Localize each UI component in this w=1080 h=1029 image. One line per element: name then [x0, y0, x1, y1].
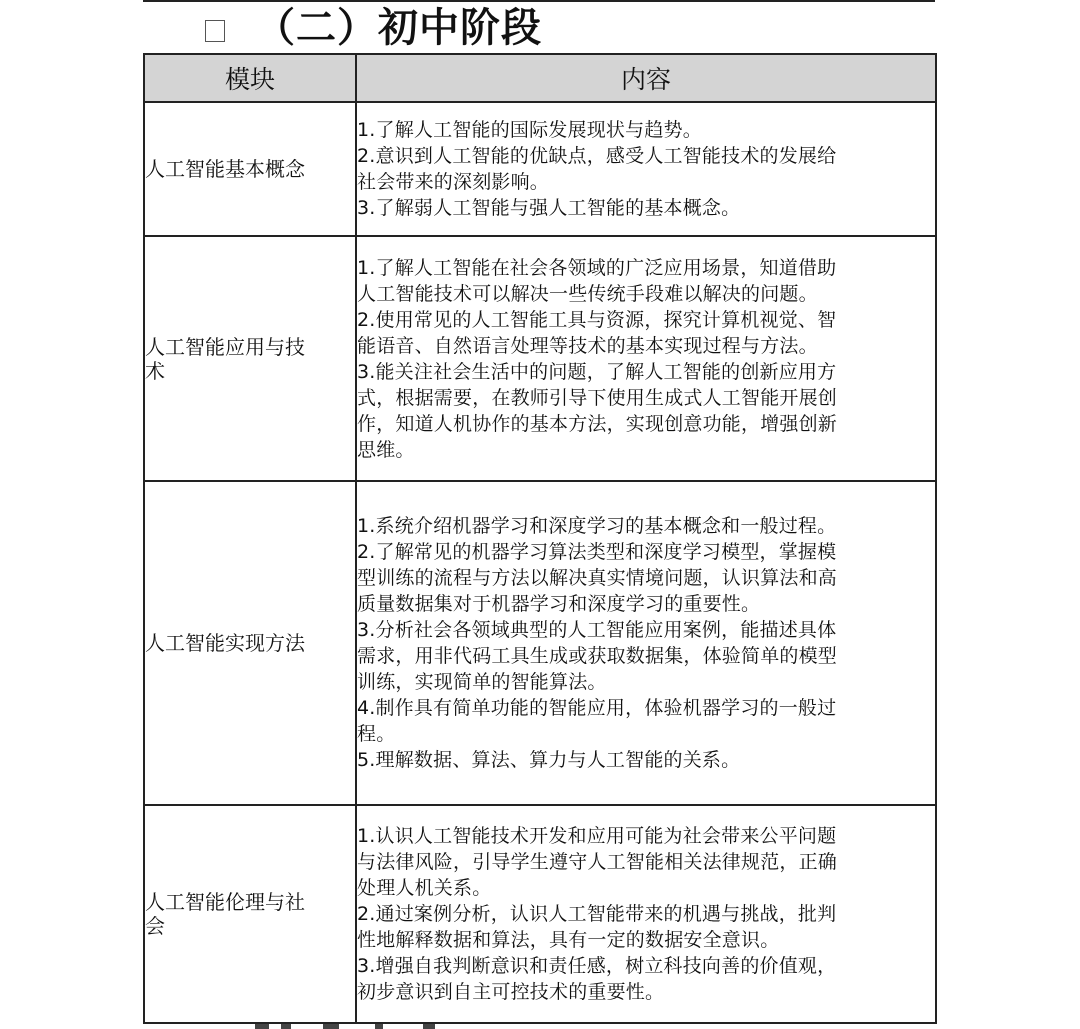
- content-line: 2.使用常见的人工智能工具与资源，探究计算机视觉、智: [357, 308, 837, 331]
- content-line: 思维。: [357, 438, 415, 461]
- content-line: 程。: [357, 723, 396, 745]
- content-cell: [356, 805, 936, 1023]
- curriculum-table: [143, 53, 937, 1024]
- content-line: 4.制作具有简单功能的智能应用，体验机器学习的一般过: [357, 697, 837, 719]
- content-line: 型训练的流程与方法以解决真实情境问题，认识算法和高: [357, 567, 838, 589]
- table-row: [144, 236, 936, 481]
- module-label: 会: [145, 914, 165, 938]
- content-line: 质量数据集对于机器学习和深度学习的重要性。: [357, 593, 761, 615]
- header-module: 模块: [144, 54, 356, 102]
- content-line: 3.能关注社会生活中的问题，了解人工智能的创新应用方: [357, 360, 837, 383]
- module-cell: [144, 102, 356, 236]
- module-label: 术: [145, 358, 165, 383]
- module-label: 人工智能基本概念: [145, 157, 305, 181]
- table-header-row: [144, 54, 936, 102]
- module-cell: [144, 236, 356, 481]
- content-line: 3.增强自我判断意识和责任感，树立科技向善的价值观，: [357, 955, 837, 977]
- content-line: 社会带来的深刻影响。: [357, 171, 550, 193]
- content-cell: [356, 102, 936, 236]
- content-line: 3.分析社会各领域典型的人工智能应用案例，能描述具体: [357, 619, 837, 641]
- section-title: （二）初中阶段: [255, 5, 542, 51]
- content-line: 性地解释数据和算法，具有一定的数据安全意识。: [357, 929, 780, 951]
- content-line: 作，知道人机协作的基本方法，实现创意功能，增强创新: [357, 412, 838, 435]
- content-cell: [356, 236, 936, 481]
- module-label: 人工智能应用与技: [145, 334, 305, 359]
- module-cell: [144, 805, 356, 1023]
- module-label: 人工智能实现方法: [145, 631, 305, 655]
- section-heading: [205, 4, 542, 52]
- cropped-next-line-fragment: [255, 1024, 455, 1029]
- top-rule: [143, 0, 935, 2]
- content-line: 人工智能技术可以解决一些传统手段难以解决的问题。: [357, 282, 818, 305]
- content-line: 1.了解人工智能的国际发展现状与趋势。: [357, 119, 702, 141]
- content-line: 初步意识到自主可控技术的重要性。: [357, 981, 665, 1003]
- empty-square-icon: [205, 20, 225, 42]
- content-cell: [356, 481, 936, 805]
- content-line: 能语音、自然语言处理等技术的基本实现过程与方法。: [357, 334, 818, 357]
- module-cell: [144, 481, 356, 805]
- content-line: 需求，用非代码工具生成或获取数据集，体验简单的模型: [357, 645, 838, 667]
- content-line: 1.认识人工智能技术开发和应用可能为社会带来公平问题: [357, 825, 837, 847]
- table-row: [144, 481, 936, 805]
- content-line: 2.了解常见的机器学习算法类型和深度学习模型，掌握模: [357, 541, 837, 563]
- content-line: 5.理解数据、算法、算力与人工智能的关系。: [357, 749, 741, 771]
- content-line: 1.了解人工智能在社会各领域的广泛应用场景，知道借助: [357, 256, 837, 279]
- content-line: 2.通过案例分析，认识人工智能带来的机遇与挑战，批判: [357, 903, 837, 925]
- content-line: 3.了解弱人工智能与强人工智能的基本概念。: [357, 197, 741, 219]
- module-label: 人工智能伦理与社: [145, 890, 305, 914]
- content-line: 与法律风险，引导学生遵守人工智能相关法律规范，正确: [357, 851, 838, 873]
- content-line: 训练，实现简单的智能算法。: [357, 671, 607, 693]
- content-line: 式，根据需要，在教师引导下使用生成式人工智能开展创: [357, 386, 838, 409]
- table-row: [144, 102, 936, 236]
- content-line: 2.意识到人工智能的优缺点，感受人工智能技术的发展给: [357, 145, 837, 167]
- table-row: [144, 805, 936, 1023]
- content-line: 1.系统介绍机器学习和深度学习的基本概念和一般过程。: [357, 515, 837, 537]
- header-content: 内容: [356, 54, 936, 102]
- content-line: 处理人机关系。: [357, 877, 492, 899]
